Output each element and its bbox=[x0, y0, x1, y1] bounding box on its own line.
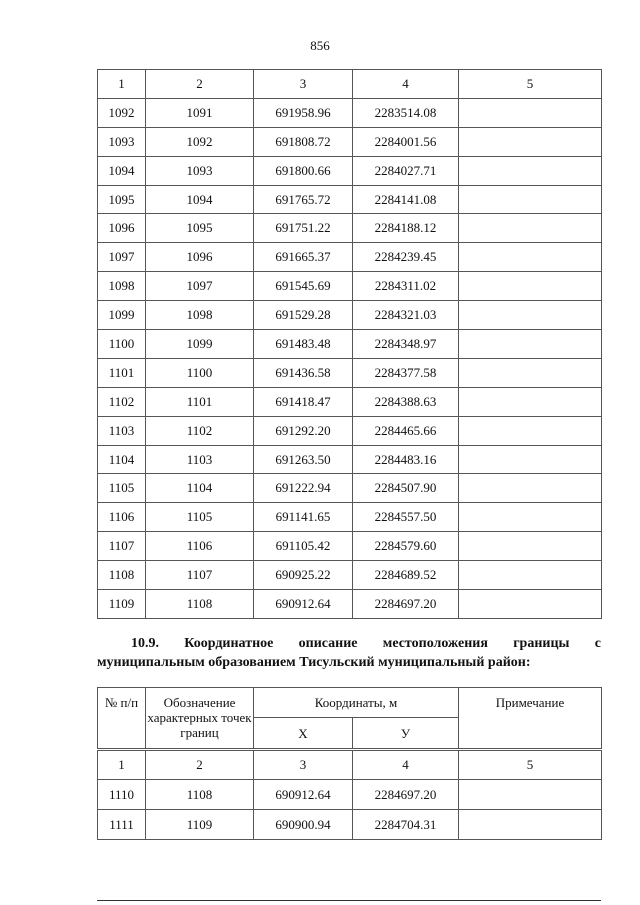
column-number-row bbox=[98, 70, 602, 99]
cell-coord-y: 2284557.50 bbox=[353, 503, 459, 532]
table-row bbox=[98, 810, 602, 840]
column-number: 2 bbox=[146, 70, 254, 99]
cell-point-number: 1105 bbox=[98, 474, 146, 503]
cell-note bbox=[459, 156, 602, 185]
cell-coord-y: 2284579.60 bbox=[353, 532, 459, 561]
cell-coord-y: 2284001.56 bbox=[353, 127, 459, 156]
cell-coord-y: 2284377.58 bbox=[353, 358, 459, 387]
cell-coord-x: 690912.64 bbox=[254, 590, 353, 619]
cell-point-designation: 1107 bbox=[146, 561, 254, 590]
cell-point-number: 1104 bbox=[98, 445, 146, 474]
cell-point-number: 1097 bbox=[98, 243, 146, 272]
cell-coord-x: 691483.48 bbox=[254, 330, 353, 359]
table-row bbox=[98, 185, 602, 214]
cell-coord-y: 2284027.71 bbox=[353, 156, 459, 185]
section-number: 10.9. bbox=[131, 636, 159, 651]
cell-coord-y: 2284239.45 bbox=[353, 243, 459, 272]
cell-coord-x: 691545.69 bbox=[254, 272, 353, 301]
cell-point-number: 1102 bbox=[98, 387, 146, 416]
table-row bbox=[98, 387, 602, 416]
column-number: 2 bbox=[146, 751, 254, 780]
cell-point-designation: 1094 bbox=[146, 185, 254, 214]
cell-coord-x: 690925.22 bbox=[254, 561, 353, 590]
cell-note bbox=[459, 590, 602, 619]
cell-point-designation: 1108 bbox=[146, 780, 254, 810]
cell-point-designation: 1106 bbox=[146, 532, 254, 561]
cell-note bbox=[459, 98, 602, 127]
table-row bbox=[98, 301, 602, 330]
column-number: 5 bbox=[459, 751, 602, 780]
cell-coord-y: 2284697.20 bbox=[353, 590, 459, 619]
cell-point-designation: 1105 bbox=[146, 503, 254, 532]
cell-note bbox=[459, 301, 602, 330]
table-row bbox=[98, 445, 602, 474]
table-row bbox=[98, 561, 602, 590]
table-row bbox=[98, 243, 602, 272]
section-word: с bbox=[594, 636, 601, 651]
cell-coord-y: 2284507.90 bbox=[353, 474, 459, 503]
cell-point-number: 1111 bbox=[98, 810, 146, 840]
cell-coord-x: 691141.65 bbox=[254, 503, 353, 532]
header-x: X bbox=[254, 718, 353, 749]
cell-point-designation: 1091 bbox=[146, 98, 254, 127]
column-number: 3 bbox=[254, 751, 353, 780]
cell-coord-y: 2284348.97 bbox=[353, 330, 459, 359]
cell-note bbox=[459, 387, 602, 416]
coordinates-table-tisulsky bbox=[97, 687, 602, 840]
header-y: У bbox=[353, 718, 459, 749]
cell-point-number: 1093 bbox=[98, 127, 146, 156]
cell-coord-x: 691292.20 bbox=[254, 416, 353, 445]
section-word: местоположения bbox=[382, 636, 488, 651]
cell-coord-x: 691436.58 bbox=[254, 358, 353, 387]
cell-point-number: 1106 bbox=[98, 503, 146, 532]
section-heading bbox=[97, 634, 601, 672]
cell-point-designation: 1099 bbox=[146, 330, 254, 359]
table-row bbox=[98, 127, 602, 156]
cell-point-designation: 1101 bbox=[146, 387, 254, 416]
cell-coord-x: 690912.64 bbox=[254, 780, 353, 810]
cell-point-designation: 1108 bbox=[146, 590, 254, 619]
cell-point-number: 1099 bbox=[98, 301, 146, 330]
cell-coord-y: 2284697.20 bbox=[353, 780, 459, 810]
cell-coord-y: 2284704.31 bbox=[353, 810, 459, 840]
cell-point-number: 1100 bbox=[98, 330, 146, 359]
cell-coord-x: 691263.50 bbox=[254, 445, 353, 474]
table-row bbox=[98, 503, 602, 532]
cell-note bbox=[459, 780, 602, 810]
cell-point-number: 1098 bbox=[98, 272, 146, 301]
header-point-designation: Обозначение характерных точек границ bbox=[146, 688, 254, 749]
header-coordinates: Координаты, м bbox=[254, 688, 459, 718]
table-row bbox=[98, 330, 602, 359]
cell-note bbox=[459, 243, 602, 272]
cell-point-number: 1092 bbox=[98, 98, 146, 127]
header-note: Примечание bbox=[459, 688, 602, 749]
cell-note bbox=[459, 503, 602, 532]
section-word: описание bbox=[298, 636, 358, 651]
cell-point-designation: 1098 bbox=[146, 301, 254, 330]
cell-point-number: 1096 bbox=[98, 214, 146, 243]
cell-coord-y: 2284689.52 bbox=[353, 561, 459, 590]
cell-coord-y: 2284321.03 bbox=[353, 301, 459, 330]
cell-coord-x: 691808.72 bbox=[254, 127, 353, 156]
cell-coord-x: 691529.28 bbox=[254, 301, 353, 330]
cell-point-number: 1095 bbox=[98, 185, 146, 214]
cell-point-designation: 1096 bbox=[146, 243, 254, 272]
bottom-rule bbox=[97, 900, 601, 901]
cell-note bbox=[459, 127, 602, 156]
cell-point-designation: 1095 bbox=[146, 214, 254, 243]
section-heading-line2: муниципальным образованием Тисульский муниципальный район: bbox=[97, 655, 531, 670]
table-row bbox=[98, 780, 602, 810]
column-number: 3 bbox=[254, 70, 353, 99]
cell-point-number: 1107 bbox=[98, 532, 146, 561]
table-row bbox=[98, 358, 602, 387]
column-number: 1 bbox=[98, 70, 146, 99]
cell-point-number: 1094 bbox=[98, 156, 146, 185]
table-row bbox=[98, 590, 602, 619]
cell-note bbox=[459, 272, 602, 301]
cell-point-designation: 1092 bbox=[146, 127, 254, 156]
cell-point-designation: 1102 bbox=[146, 416, 254, 445]
cell-point-designation: 1097 bbox=[146, 272, 254, 301]
column-number: 1 bbox=[98, 751, 146, 780]
cell-point-number: 1103 bbox=[98, 416, 146, 445]
cell-point-designation: 1109 bbox=[146, 810, 254, 840]
cell-coord-y: 2284311.02 bbox=[353, 272, 459, 301]
table-row bbox=[98, 156, 602, 185]
cell-note bbox=[459, 416, 602, 445]
cell-point-number: 1109 bbox=[98, 590, 146, 619]
section-heading-line1 bbox=[97, 634, 601, 653]
cell-point-designation: 1103 bbox=[146, 445, 254, 474]
cell-coord-y: 2284188.12 bbox=[353, 214, 459, 243]
cell-note bbox=[459, 561, 602, 590]
cell-coord-x: 691222.94 bbox=[254, 474, 353, 503]
cell-note bbox=[459, 358, 602, 387]
table-row bbox=[98, 532, 602, 561]
cell-coord-y: 2284141.08 bbox=[353, 185, 459, 214]
cell-note bbox=[459, 445, 602, 474]
table-row bbox=[98, 474, 602, 503]
cell-coord-x: 691751.22 bbox=[254, 214, 353, 243]
section-word: Координатное bbox=[184, 636, 274, 651]
cell-point-designation: 1100 bbox=[146, 358, 254, 387]
section-word: границы bbox=[513, 636, 570, 651]
cell-coord-x: 691418.47 bbox=[254, 387, 353, 416]
column-number: 4 bbox=[353, 70, 459, 99]
cell-coord-x: 691800.66 bbox=[254, 156, 353, 185]
cell-note bbox=[459, 474, 602, 503]
cell-note bbox=[459, 214, 602, 243]
cell-point-number: 1101 bbox=[98, 358, 146, 387]
cell-point-number: 1108 bbox=[98, 561, 146, 590]
cell-coord-y: 2284465.66 bbox=[353, 416, 459, 445]
page-number: 856 bbox=[310, 38, 330, 53]
cell-coord-x: 691105.42 bbox=[254, 532, 353, 561]
coordinates-table-continued bbox=[97, 69, 602, 619]
cell-coord-x: 691665.37 bbox=[254, 243, 353, 272]
column-number-row bbox=[98, 751, 602, 780]
table-row bbox=[98, 416, 602, 445]
cell-coord-y: 2283514.08 bbox=[353, 98, 459, 127]
cell-coord-x: 691958.96 bbox=[254, 98, 353, 127]
column-number: 5 bbox=[459, 70, 602, 99]
cell-note bbox=[459, 532, 602, 561]
column-number: 4 bbox=[353, 751, 459, 780]
cell-coord-x: 691765.72 bbox=[254, 185, 353, 214]
cell-point-designation: 1104 bbox=[146, 474, 254, 503]
table-row bbox=[98, 272, 602, 301]
header-number: № п/п bbox=[98, 688, 146, 749]
cell-coord-x: 690900.94 bbox=[254, 810, 353, 840]
cell-note bbox=[459, 330, 602, 359]
cell-point-number: 1110 bbox=[98, 780, 146, 810]
cell-note bbox=[459, 810, 602, 840]
cell-point-designation: 1093 bbox=[146, 156, 254, 185]
table-row bbox=[98, 98, 602, 127]
cell-coord-y: 2284388.63 bbox=[353, 387, 459, 416]
cell-note bbox=[459, 185, 602, 214]
table-row bbox=[98, 214, 602, 243]
cell-coord-y: 2284483.16 bbox=[353, 445, 459, 474]
